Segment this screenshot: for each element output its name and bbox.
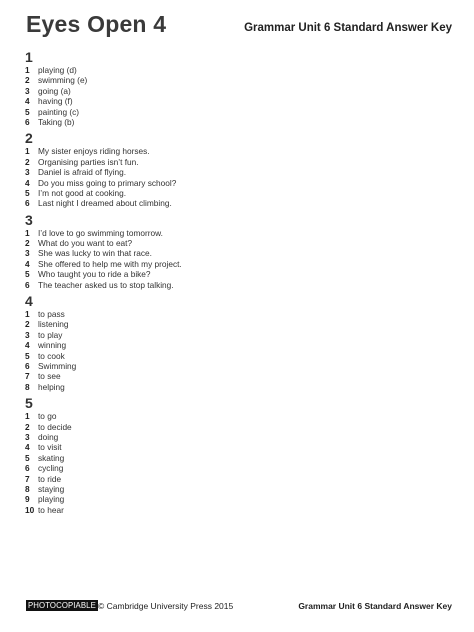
item-number: 4 xyxy=(25,442,30,453)
item-answer: cycling xyxy=(38,463,64,474)
photocopiable-badge: PHOTOCOPIABLE xyxy=(28,601,96,610)
item-number: 8 xyxy=(25,381,30,392)
item-number: 9 xyxy=(25,494,30,505)
item-answer: What do you want to eat? xyxy=(38,238,133,249)
answer-item xyxy=(25,422,445,432)
section-number: 1 xyxy=(25,49,33,65)
item-number: 6 xyxy=(25,198,30,209)
item-answer: to see xyxy=(38,371,61,382)
item-answer: Organising parties isn’t fun. xyxy=(38,156,139,167)
item-number: 4 xyxy=(25,258,30,269)
item-answer: having (f) xyxy=(38,96,73,107)
answer-item xyxy=(25,361,445,371)
item-number: 4 xyxy=(25,96,30,107)
item-number: 6 xyxy=(25,463,30,474)
section-number: 5 xyxy=(25,395,33,412)
page-header xyxy=(26,10,452,40)
item-answer: swimming (e) xyxy=(38,75,88,86)
item-answer: going (a) xyxy=(38,85,71,96)
answer-item xyxy=(25,474,445,484)
item-answer: Do you miss going to primary school? xyxy=(38,177,177,188)
section-3 xyxy=(25,212,445,290)
answer-item xyxy=(25,371,445,381)
answer-item xyxy=(25,319,445,329)
brand-title: Eyes Open 4 xyxy=(26,11,167,37)
answer-item xyxy=(25,157,445,167)
item-number: 6 xyxy=(25,116,30,127)
item-number: 1 xyxy=(25,309,30,320)
item-answer: to cook xyxy=(38,350,65,361)
item-answer: I’m not good at cooking. xyxy=(38,187,127,198)
item-answer: to hear xyxy=(38,504,64,515)
item-answer: Swimming xyxy=(38,360,77,371)
item-answer: to decide xyxy=(38,421,72,432)
item-number: 3 xyxy=(25,329,30,340)
answer-item xyxy=(25,228,445,238)
item-answer: to visit xyxy=(38,442,62,453)
item-number: 3 xyxy=(25,248,30,259)
answer-item xyxy=(25,432,445,442)
answer-item xyxy=(25,96,445,106)
answer-key-content xyxy=(25,46,445,515)
item-number: 1 xyxy=(25,227,30,238)
answer-item xyxy=(25,65,445,75)
item-number: 3 xyxy=(25,167,30,178)
section-2 xyxy=(25,130,445,208)
answer-item xyxy=(25,442,445,452)
item-number: 3 xyxy=(25,431,30,442)
answer-item xyxy=(25,188,445,198)
item-number: 7 xyxy=(25,371,30,382)
answer-item xyxy=(25,280,445,290)
answer-item xyxy=(25,463,445,473)
answer-item xyxy=(25,453,445,463)
item-answer: My sister enjoys riding horses. xyxy=(38,146,150,157)
item-answer: The teacher asked us to stop talking. xyxy=(38,279,174,290)
item-number: 2 xyxy=(25,156,30,167)
item-answer: Daniel is afraid of flying. xyxy=(38,167,127,178)
item-answer: playing xyxy=(38,494,65,505)
item-number: 2 xyxy=(25,238,30,249)
answer-item xyxy=(25,117,445,127)
item-answer: listening xyxy=(38,319,69,330)
answer-item xyxy=(25,309,445,319)
item-number: 5 xyxy=(25,452,30,463)
page-footer xyxy=(26,599,452,613)
answer-item xyxy=(25,167,445,177)
item-number: 3 xyxy=(25,85,30,96)
item-answer: helping xyxy=(38,381,65,392)
item-answer: skating xyxy=(38,452,65,463)
item-answer: doing xyxy=(38,431,59,442)
item-answer: to ride xyxy=(38,473,62,484)
item-answer: winning xyxy=(38,340,67,351)
item-answer: Taking (b) xyxy=(38,116,75,127)
item-number: 5 xyxy=(25,187,30,198)
section-number: 3 xyxy=(25,211,33,228)
item-answer: I’d love to go swimming tomorrow. xyxy=(38,227,163,238)
answer-item xyxy=(25,411,445,421)
item-answer: painting (c) xyxy=(38,106,80,117)
item-number: 5 xyxy=(25,350,30,361)
footer-title: Grammar Unit 6 Standard Answer Key xyxy=(298,601,452,611)
item-number: 1 xyxy=(25,146,30,157)
section-4 xyxy=(25,293,445,392)
item-answer: staying xyxy=(38,483,65,494)
item-number: 1 xyxy=(25,411,30,422)
item-number: 10 xyxy=(25,504,35,515)
item-answer: to play xyxy=(38,329,63,340)
answer-item xyxy=(25,146,445,156)
answer-item xyxy=(25,330,445,340)
answer-item xyxy=(25,259,445,269)
answer-item xyxy=(25,340,445,350)
section-number: 4 xyxy=(25,293,33,310)
section-1 xyxy=(25,49,445,127)
item-answer: Last night I dreamed about climbing. xyxy=(38,198,172,209)
item-number: 7 xyxy=(25,473,30,484)
answer-item xyxy=(25,484,445,494)
answer-item xyxy=(25,178,445,188)
answer-item xyxy=(25,86,445,96)
copyright-notice: © Cambridge University Press 2015 xyxy=(98,601,234,611)
item-answer: to go xyxy=(38,411,57,422)
answer-item xyxy=(25,75,445,85)
item-number: 6 xyxy=(25,360,30,371)
item-number: 2 xyxy=(25,319,30,330)
item-number: 6 xyxy=(25,279,30,290)
item-answer: Who taught you to ride a bike? xyxy=(38,269,151,280)
answer-item xyxy=(25,269,445,279)
item-number: 1 xyxy=(25,65,30,75)
item-answer: playing (d) xyxy=(38,65,77,75)
answer-item xyxy=(25,198,445,208)
item-number: 8 xyxy=(25,483,30,494)
answer-item xyxy=(25,248,445,258)
answer-item xyxy=(25,494,445,504)
answer-item xyxy=(25,351,445,361)
item-number: 2 xyxy=(25,421,30,432)
item-answer: to pass xyxy=(38,309,65,320)
answer-item xyxy=(25,382,445,392)
item-answer: She offered to help me with my project. xyxy=(38,258,182,269)
item-number: 2 xyxy=(25,75,30,86)
item-number: 4 xyxy=(25,177,30,188)
item-number: 5 xyxy=(25,269,30,280)
item-answer: She was lucky to win that race. xyxy=(38,248,152,259)
item-number: 5 xyxy=(25,106,30,117)
document-title: Grammar Unit 6 Standard Answer Key xyxy=(244,22,452,34)
section-5 xyxy=(25,395,445,515)
item-number: 4 xyxy=(25,340,30,351)
section-number: 2 xyxy=(25,130,33,147)
answer-item xyxy=(25,107,445,117)
answer-item xyxy=(25,505,445,515)
answer-item xyxy=(25,238,445,248)
